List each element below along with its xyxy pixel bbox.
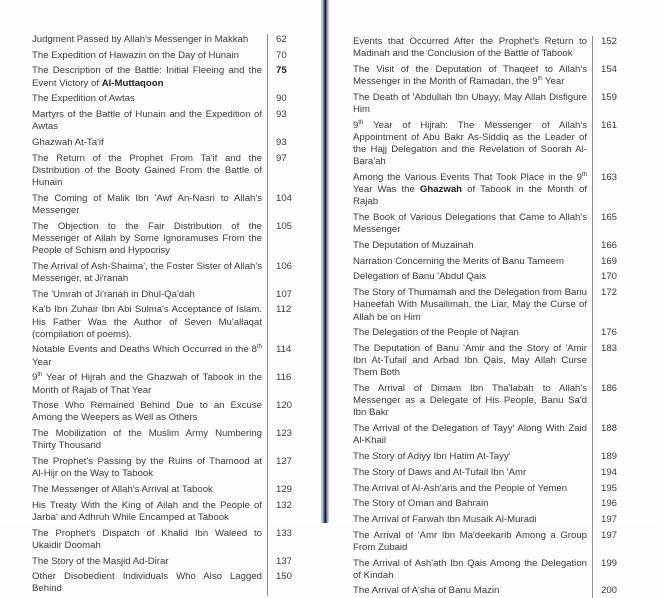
toc-entry-page: 186 (601, 383, 618, 395)
toc-entry-page: 97 (276, 152, 287, 164)
toc-entry-title: The Prophet's Passing by the Ruins of Thamood at Al-Hijr on the Way to Tabook (32, 453, 268, 481)
toc-entry-title-text: Year of Hijrah: The Messenger of Allah's Appointment of Abu Bakr As-Siddiq as the Leader of the Hajj Delegation and the Revelation of Soorah Al-Bara'ah (353, 119, 587, 168)
toc-entry-title: The Story of Adiyy Ibn Hatim At-Tayy' (353, 448, 593, 464)
toc-entry-title: The Objection to the Fair Distribution of the Messenger of Allah by Some Ignoramuses From the People of Schism and Hypocrisy (32, 217, 268, 257)
toc-row (32, 524, 302, 552)
toc-row (32, 453, 302, 481)
toc-entry-page: 189 (601, 451, 618, 463)
toc-entry-title: The Story of the Masjid Ad-Dirar (32, 552, 268, 568)
toc-row (353, 582, 627, 598)
toc-entry-title-text: The Visit of the Deputation of Thaqeef to Allah's Messenger in the Month of Ramadan, the 9 (353, 63, 587, 88)
toc-entry-title: His Treaty With the King of Ailah and the People of Jarba' and Adhruh While Encamped at Tabook (32, 496, 268, 524)
toc-row (353, 448, 627, 464)
toc-entry-page: 194 (601, 466, 618, 478)
toc-row (32, 189, 302, 217)
toc-entry-page: 129 (276, 484, 293, 495)
toc-entry-title: The Book of Various Delegations that Came to Allah's Messenger (353, 209, 593, 237)
toc-entry-title (353, 60, 593, 88)
toc-entry-title-text: Year of Hijrah and the Ghazwah of Tabook in the Month of Rajab of That Year (32, 372, 262, 396)
toc-row (32, 106, 302, 134)
toc-entry-page: 176 (601, 327, 618, 339)
toc-entry-page: 161 (601, 119, 618, 131)
toc-row (32, 341, 302, 369)
toc-row (353, 554, 627, 582)
toc-entry-page: 123 (276, 428, 293, 440)
toc-entry-page: 197 (601, 513, 618, 525)
toc-entry-page: 107 (276, 288, 293, 300)
toc-entry-page: 166 (601, 240, 618, 252)
toc-entry-title (353, 169, 593, 209)
toc-entry-page: 137 (276, 555, 293, 567)
toc-row (353, 88, 627, 116)
toc-entry-title: The Expedition of Hawazin on the Day of Hunain (32, 46, 268, 62)
toc-row (353, 339, 627, 379)
toc-row (353, 60, 627, 88)
toc-entry-page: 114 (276, 344, 292, 356)
ordinal-suffix: th (537, 75, 543, 82)
toc-row (353, 479, 627, 495)
toc-entry-page: 116 (276, 372, 292, 384)
toc-entry-title: The Arrival of Ash-Shaima', the Foster Sister of Allah's Messenger, at Ji'ranah (32, 257, 268, 285)
toc-entry-page: 93 (276, 109, 287, 121)
toc-entry-page: 106 (276, 260, 293, 272)
left-page (0, 0, 321, 595)
toc-entry-title-text: Year (542, 76, 565, 88)
toc-row (32, 46, 302, 62)
toc-entry-page: 112 (276, 304, 292, 316)
toc-row (32, 285, 302, 301)
toc-entry-title-text: Among the Various Events That Took Place in the 9 (353, 172, 582, 184)
toc-entry-title: The 'Umrah of Ji'ranah in Dhul-Qa'dah (32, 285, 268, 301)
toc-entry-title: Those Who Remained Behind Due to an Excuse Among the Weepers as Well as Others (32, 397, 268, 425)
toc-entry-page: 105 (276, 220, 293, 232)
toc-entry-page: 197 (601, 529, 618, 541)
toc-entry-page: 169 (601, 255, 618, 267)
toc-entry-title: The Arrival of 'Amr Ibn Ma'deekarib Among a Group From Zubaid (353, 526, 593, 554)
toc-row (32, 217, 302, 257)
toc-row (353, 495, 627, 511)
toc-entry-page: 104 (276, 192, 293, 204)
toc-entry-title: The Arrival of A'sha of Banu Mazin (353, 582, 593, 598)
book-spine (321, 0, 329, 523)
toc-entry-title: The Mobilization of the Muslim Army Numbering Thirty Thousand (32, 425, 268, 453)
toc-entry-title: The Arrival of Farwah Ibn Musaik Al-Muradi (353, 510, 593, 526)
toc-table-left (32, 34, 302, 596)
right-page (329, 0, 660, 597)
toc-entry-page: 188 (601, 423, 618, 435)
toc-entry-title-text: The Description of the Battle: Initial Fleeing and the Event Victory of (32, 65, 262, 89)
toc-entry-title (353, 116, 593, 168)
toc-entry-title: The Arrival of Ash'ath Ibn Qais Among the Delegation of Kindah (353, 554, 593, 582)
toc-entry-title: The Arrival of Dimam Ibn Tha'labah to Allah's Messenger as a Delegate of His People, Banu Sa'd Ibn Bakr (353, 380, 593, 420)
toc-entry-page: 127 (276, 456, 293, 468)
toc-entry-title: The Death of 'Abdullah Ibn Ubayy, May Allah Disfigure Him (353, 88, 593, 116)
toc-row (32, 34, 302, 46)
toc-entry-page: 163 (601, 172, 618, 184)
toc-entry-title: The Return of the Prophet From Ta'if and the Distribution of the Booty Gained From the Battle of Hunain (32, 149, 268, 189)
toc-row (353, 420, 627, 448)
toc-entry-page: 93 (276, 136, 287, 148)
toc-entry-title: The Messenger of Allah's Arrival at Tabook (32, 481, 268, 497)
toc-entry-title-text: Year Was the (353, 184, 420, 196)
toc-entry-page: 75 (276, 65, 287, 77)
ordinal-suffix: th (256, 344, 262, 351)
toc-entry-page: 150 (276, 571, 293, 583)
toc-row (353, 324, 627, 340)
toc-row (32, 149, 302, 189)
toc-entry-title: The Arrival of the Delegation of Tayy' Along With Zaid Al-Khail (353, 420, 593, 448)
toc-row (32, 301, 302, 341)
toc-row (353, 284, 627, 324)
toc-row (32, 397, 302, 425)
toc-entry-title: Narration Concerning the Merits of Banu Tameem (353, 252, 593, 268)
toc-entry-page: 183 (601, 342, 618, 354)
toc-row (353, 526, 627, 554)
toc-entry-title-text: of Tabook in the Month of Rajab (353, 184, 587, 208)
toc-entry-bold-term: Ghazwah (419, 184, 463, 196)
toc-entry-page: 200 (601, 585, 618, 597)
toc-entry-title: The Prophet's Dispatch of Khalid Ibn Waleed to Ukaidir Doomah (32, 524, 268, 552)
toc-entry-page: 120 (276, 400, 293, 412)
ordinal-suffix: th (581, 171, 587, 178)
toc-row (353, 116, 627, 168)
toc-row (353, 510, 627, 526)
toc-entry-title: The Delegation of the People of Najran (353, 324, 593, 340)
toc-entry-page: 70 (276, 49, 287, 61)
toc-row (353, 237, 627, 253)
toc-entry-page: 159 (601, 91, 618, 103)
toc-row (353, 169, 627, 209)
toc-row (353, 36, 627, 60)
toc-entry-page: 90 (276, 93, 287, 105)
toc-entry-bold-term: Al-Muttaqoon (101, 77, 164, 89)
toc-row (32, 481, 302, 497)
toc-entry-title: The Story of Daws and At-Tufail Ibn 'Amr (353, 463, 593, 479)
toc-entry-page: 152 (601, 36, 618, 47)
toc-entry-title: The Expedition of Awtas (32, 90, 268, 106)
toc-entry-title: The Deputation of Muzainah (353, 237, 593, 253)
toc-entry-page: 154 (601, 63, 618, 75)
toc-row (353, 252, 627, 268)
toc-entry-title: The Story of Oman and Bahrain (353, 495, 593, 511)
toc-row (32, 90, 302, 106)
ordinal-suffix: th (37, 372, 43, 379)
toc-entry-page: 172 (601, 287, 618, 299)
toc-entry-page: 165 (601, 212, 618, 224)
toc-entry-page: 199 (601, 557, 618, 569)
toc-row (32, 552, 302, 568)
toc-entry-page: 196 (601, 498, 618, 510)
toc-entry-title-text: 9 (353, 119, 359, 131)
toc-entry-title: The Story of Thumamah and the Delegation from Banu Haneefah With Musailimah, the Liar, May the Curse of Allah be on Him (353, 284, 593, 324)
toc-entry-page: 132 (276, 499, 293, 511)
toc-row (353, 380, 627, 420)
toc-entry-title: Delegation of Banu 'Abdul Qais (353, 268, 593, 284)
toc-row (353, 268, 627, 284)
toc-entry-page: 195 (601, 482, 618, 494)
toc-entry-title: Martyrs of the Battle of Hunain and the Expedition of Awtas (32, 106, 268, 134)
toc-entry-page: 133 (276, 527, 293, 539)
toc-entry-title (32, 62, 268, 90)
toc-entry-title: The Arrival of Al-Ash'aris and the People of Yemen (353, 479, 593, 495)
toc-entry-title: Judgment Passed by Allah's Messenger in Makkah (32, 34, 268, 46)
toc-entry-title: The Coming of Malik Ibn 'Awf An-Nasri to Allah's Messenger (32, 189, 268, 217)
ordinal-suffix: th (358, 119, 364, 126)
toc-entry-title-text: Year (32, 356, 52, 368)
toc-row (32, 62, 302, 90)
toc-entry-page: 62 (276, 34, 287, 45)
toc-entry-title (32, 369, 268, 397)
toc-row (353, 463, 627, 479)
toc-entry-title: Ghazwah At-Ta'if (32, 133, 268, 149)
toc-row (32, 257, 302, 285)
toc-entry-title: The Deputation of Banu 'Amir and the Story of 'Amir Ibn At-Tufail and Arbad Ibn Qais, May Allah Curse Them Both (353, 339, 593, 379)
toc-table-right (353, 36, 627, 598)
toc-row (32, 425, 302, 453)
toc-entry-title: Other Disobedient Individuals Who Also Lagged Behind (32, 568, 268, 596)
toc-entry-title (32, 341, 268, 369)
toc-row (32, 568, 302, 596)
toc-entry-title-text: Notable Events and Deaths Which Occurred in the 8 (32, 344, 257, 356)
toc-row (32, 133, 302, 149)
toc-entry-page: 170 (601, 271, 618, 283)
toc-entry-title-text: 9 (32, 372, 38, 384)
toc-entry-title: Events that Occurred After the Prophet's Return to Madinah and the Conclusion of the Battle of Tabook (353, 36, 593, 60)
toc-row (32, 369, 302, 397)
toc-row (32, 496, 302, 524)
toc-entry-title: Ka'b Ibn Zuhair Ibn Abi Sulma's Acceptance of Islam. His Father Was the Author of Seven Mu'allaqat (compilation of poems). (32, 301, 268, 341)
toc-row (353, 209, 627, 237)
